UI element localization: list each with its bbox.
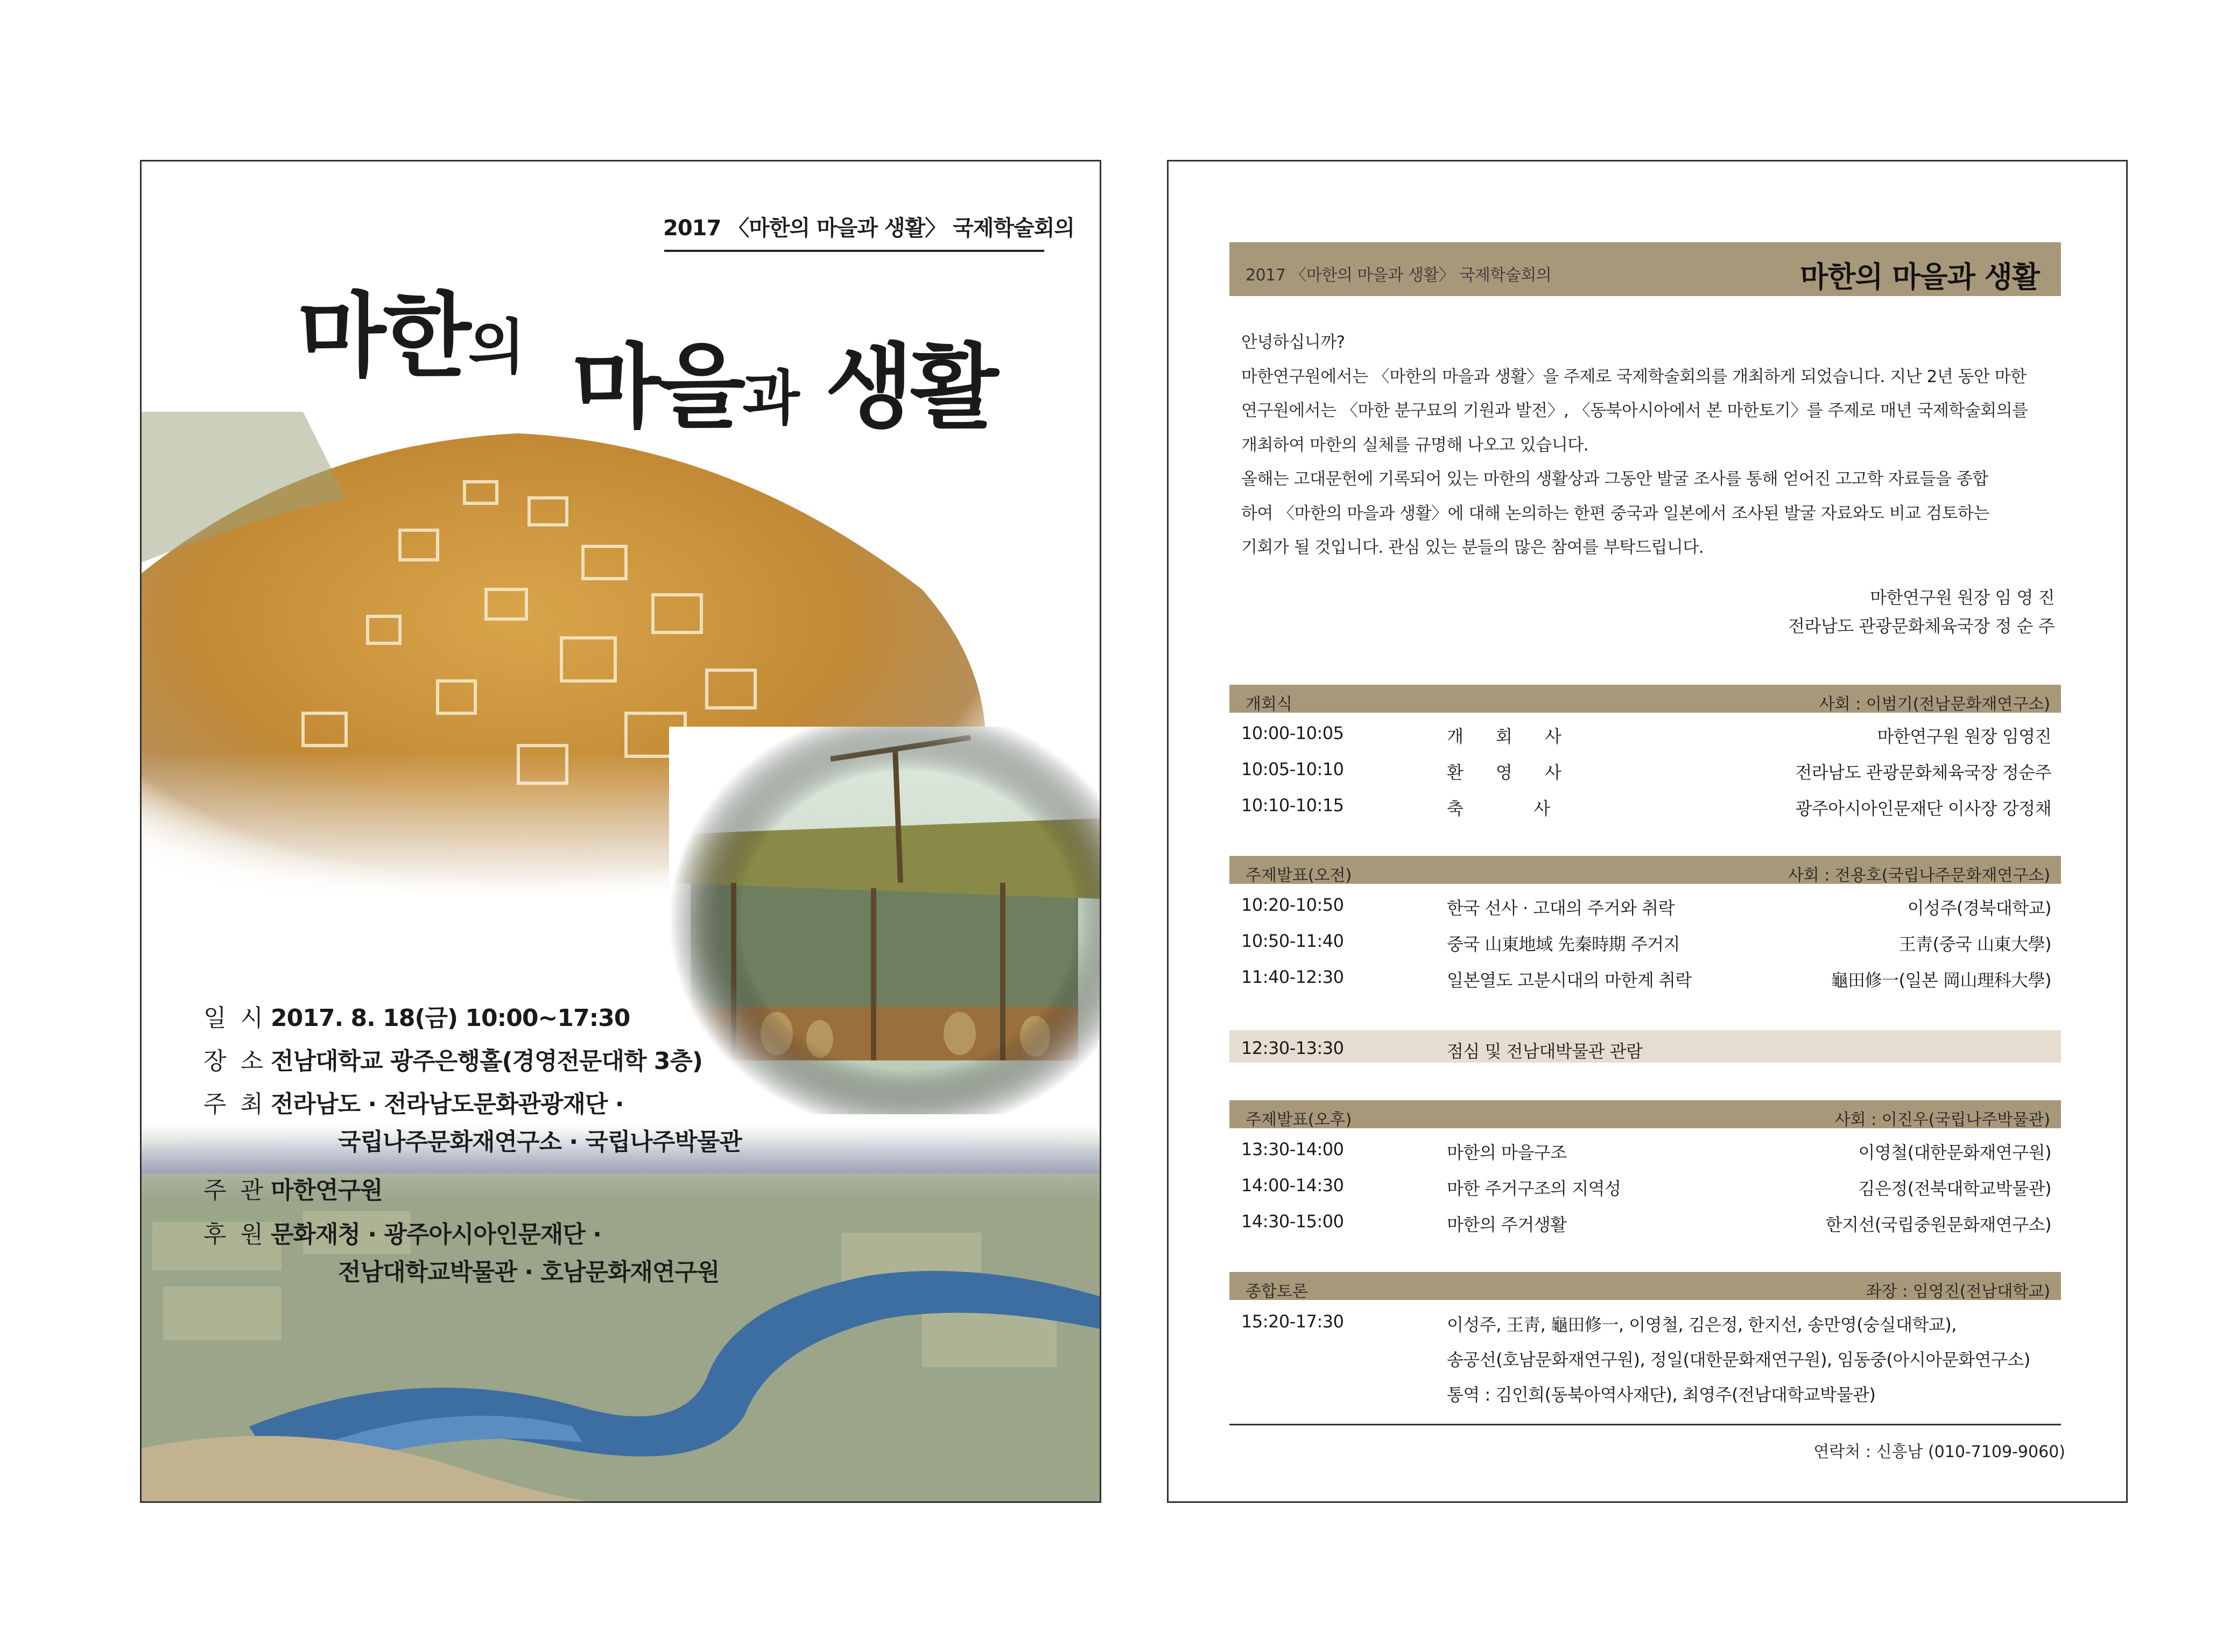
- cover-subtitle: 2017 〈마한의 마을과 생활〉 국제학술회의: [663, 216, 1074, 241]
- program-header-title: 마한의 마을과 생활: [1800, 260, 2039, 294]
- row-person: 이성주(경북대학교): [1907, 898, 2051, 918]
- row-person: 龜田修一(일본 岡山理科大學): [1831, 970, 2051, 990]
- section-title: 주제발표(오전): [1246, 866, 1352, 885]
- reconstructed-dwelling-photo: [669, 727, 1101, 1114]
- row-subject: 마한의 마을구조: [1447, 1142, 1567, 1163]
- schedule-row: [1241, 967, 2051, 994]
- row-time: 10:20-10:50: [1241, 895, 1344, 915]
- section-bar-afternoon: [1229, 1100, 2061, 1128]
- greeting-line: 기회가 될 것입니다. 관심 있는 분들의 많은 참여를 부탁드립니다.: [1241, 538, 1704, 557]
- info-organizer-value: 마한연구원: [271, 1177, 383, 1204]
- row-subject: 환영사: [1447, 762, 1594, 783]
- program-panel: [1167, 160, 2128, 1503]
- section-bar-opening: [1229, 685, 2061, 713]
- title-particle-ui: 의: [468, 313, 522, 382]
- greeting-line: 연구원에서는 〈마한 분구묘의 기원과 발전〉, 〈동북아시아에서 본 마한토기〉를 주제로 매년 국제학술회의를: [1241, 401, 2028, 420]
- row-subject: 마한의 주거생활: [1447, 1214, 1567, 1235]
- lunch-row: [1241, 1038, 2051, 1065]
- row-time: 10:00-10:05: [1241, 723, 1344, 743]
- row-time: 10:50-11:40: [1241, 931, 1344, 951]
- schedule-row: [1241, 931, 2051, 958]
- schedule-row: [1241, 723, 2051, 750]
- discussion-interpreters: 통역 : 김인희(동북아역사재단), 최영주(전남대학교박물관): [1447, 1384, 1876, 1405]
- cover-title-line2: [572, 334, 996, 441]
- row-time: 10:05-10:10: [1241, 759, 1344, 779]
- row-time: 11:40-12:30: [1241, 967, 1344, 987]
- section-bar-morning: [1229, 856, 2061, 884]
- info-host-value-2: 국립나주문화재연구소 · 국립나주박물관: [338, 1128, 742, 1156]
- section-bar-discussion: [1229, 1272, 2061, 1300]
- row-person: 이영철(대한문화재연구원): [1858, 1142, 2051, 1163]
- info-host: [203, 1091, 742, 1156]
- row-subject: 중국 山東地域 先秦時期 주거지: [1447, 934, 1680, 954]
- program-header-subtitle: 2017 〈마한의 마을과 생활〉 국제학술회의: [1246, 266, 1552, 285]
- row-time: 14:00-14:30: [1241, 1175, 1344, 1196]
- info-date-label: 일 시: [203, 1004, 266, 1032]
- greeting-line: 안녕하십니까?: [1241, 333, 1345, 352]
- info-date-value: 2017. 8. 18(금) 10:00~17:30: [271, 1004, 630, 1032]
- row-person: 마한연구원 원장 임영진: [1877, 726, 2051, 747]
- greeting-line: 마한연구원에서는 〈마한의 마을과 생활〉을 주제로 국제학술회의를 개최하게 되었습니다. 지난 2년 동안 마한: [1241, 367, 2027, 386]
- title-word-mahan: 마한: [298, 283, 468, 390]
- contact-info: 연락처 : 신흥남 (010-7109-9060): [1813, 1443, 2065, 1461]
- greeting-line: 개최하여 마한의 실체를 규명해 나오고 있습니다.: [1241, 435, 1589, 455]
- info-host-label: 주 최: [203, 1091, 266, 1118]
- info-organizer: [203, 1179, 383, 1203]
- section-title: 개회식: [1246, 695, 1292, 714]
- info-venue: [203, 1050, 702, 1073]
- row-time: 10:10-10:15: [1241, 795, 1344, 816]
- row-person: 김은정(전북대학교박물관): [1858, 1178, 2051, 1199]
- row-time: 15:20-17:30: [1241, 1311, 1344, 1332]
- info-sponsor-value-2: 전남대학교박물관 · 호남문화재연구원: [338, 1259, 720, 1286]
- signature-director-general: 전라남도 관광문화체육국장 정 순 주: [1788, 616, 2055, 636]
- info-venue-value: 전남대학교 광주은행홀(경영전문대학 3층): [271, 1048, 703, 1075]
- greeting-line: 올해는 고대문헌에 기록되어 있는 마한의 생활상과 그동안 발굴 조사를 통해 얻어진 고고학 자료들을 종합: [1241, 469, 1988, 489]
- row-subject: 축 사: [1447, 798, 1582, 819]
- info-organizer-label: 주 관: [203, 1177, 266, 1204]
- row-person: 전라남도 관광문화체육국장 정순주: [1795, 762, 2051, 783]
- subtitle-underline: [664, 250, 1044, 252]
- section-title: 종합토론: [1246, 1282, 1308, 1301]
- row-person: 王靑(중국 山東大學): [1898, 934, 2051, 954]
- row-subject: 한국 선사 · 고대의 주거와 취락: [1447, 898, 1675, 918]
- info-date: [203, 1004, 630, 1032]
- row-time: 14:30-15:00: [1241, 1211, 1344, 1232]
- program-header-bar: [1229, 242, 2061, 296]
- schedule-row: [1241, 1211, 2051, 1238]
- greeting-line: 하여 〈마한의 마을과 생활〉에 대해 논의하는 한편 중국과 일본에서 조사된 발굴 자료와도 비교 검토하는: [1241, 503, 1989, 523]
- row-person: 광주아시아인문재단 이사장 강정채: [1795, 798, 2051, 819]
- info-host-value: 전라남도 · 전라남도문화관광재단 ·: [271, 1091, 624, 1118]
- section-host: 좌장 : 임영진(전남대학교): [1866, 1282, 2050, 1301]
- row-person: 한지선(국립중원문화재연구소): [1825, 1214, 2051, 1235]
- schedule-row: [1241, 795, 2051, 822]
- info-venue-label: 장 소: [203, 1048, 266, 1075]
- info-sponsor-value: 문화재청 · 광주아시아인문재단 ·: [271, 1221, 601, 1248]
- schedule-row: [1241, 1175, 2051, 1202]
- schedule-row: [1241, 1139, 2051, 1166]
- row-subject: 일본열도 고분시대의 마한계 취락: [1447, 970, 1692, 990]
- section-host: 사회 : 전용호(국립나주문화재연구소): [1788, 866, 2050, 885]
- row-subject: 마한 주거구조의 지역성: [1447, 1178, 1621, 1199]
- info-sponsor: [203, 1221, 720, 1286]
- schedule-row: [1241, 895, 2051, 922]
- row-time: 13:30-14:00: [1241, 1139, 1344, 1159]
- title-word-maeul: 마을: [572, 334, 743, 441]
- row-subject: 개회사: [1447, 726, 1594, 747]
- info-sponsor-label: 후 원: [203, 1221, 266, 1248]
- section-title: 주제발표(오후): [1246, 1110, 1352, 1129]
- greeting-text: [1241, 326, 2051, 565]
- cover-panel: [140, 160, 1101, 1503]
- footer-divider: [1229, 1424, 2061, 1425]
- schedule-row: [1241, 759, 2051, 786]
- signature-director: 마한연구원 원장 임 영 진: [1870, 587, 2055, 608]
- discussion-participants: 이성주, 王靑, 龜田修一, 이영철, 김은정, 한지선, 송만영(숭실대학교),: [1447, 1314, 1957, 1335]
- discussion-participants: 송공선(호남문화재연구원), 정일(대한문화재연구원), 임동중(아시아문화연구소): [1447, 1349, 2030, 1370]
- row-subject: 점심 및 전남대박물관 관람: [1447, 1041, 1643, 1062]
- title-particle-gwa: 과: [742, 364, 797, 433]
- row-time: 12:30-13:30: [1241, 1038, 1344, 1058]
- section-host: 사회 : 이범기(전남문화재연구소): [1819, 695, 2050, 714]
- cover-title-line1: [298, 283, 522, 390]
- section-host: 사회 : 이진우(국립나주박물관): [1834, 1110, 2050, 1129]
- title-word-saenghwal: 생활: [825, 334, 996, 441]
